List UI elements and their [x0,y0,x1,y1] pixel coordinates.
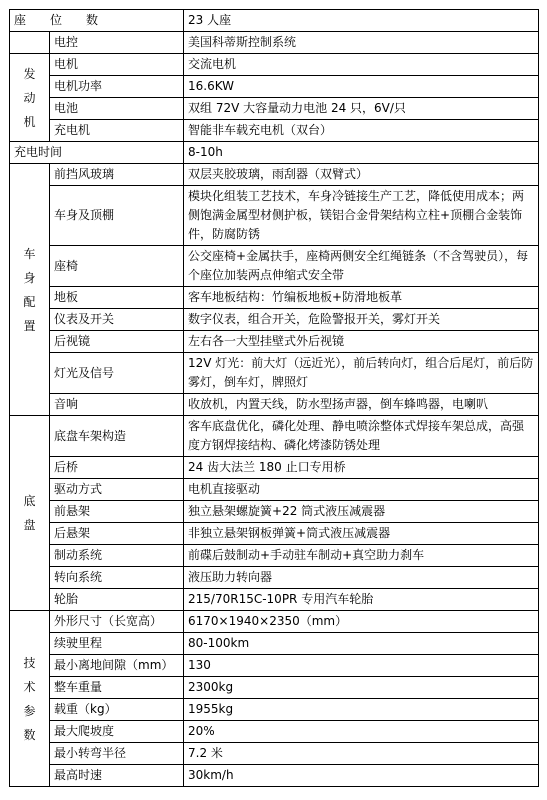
row-chassis-0 [10,416,539,457]
row-label: 后桥 [50,457,184,479]
row-label: 最高时速 [50,765,184,787]
row-value: 电机直接驱动 [184,479,539,501]
row-label: 车身及顶棚 [50,186,184,246]
row-value: 独立悬架螺旋簧+22 筒式液压减震器 [184,501,539,523]
spec-table [9,9,539,787]
row-value: 7.2 米 [184,743,539,765]
row-chassis-1 [10,457,539,479]
group-char: 参 [23,703,36,718]
ecu-label: 电控 [50,32,184,54]
row-label: 前悬架 [50,501,184,523]
group-char: 技 [23,655,36,670]
row-label: 音响 [50,394,184,416]
seats-value: 23 人座 [184,10,539,32]
group-char: 机 [23,114,36,129]
row-ecu [10,32,539,54]
row-label: 驱动方式 [50,479,184,501]
row-label: 仪表及开关 [50,309,184,331]
row-label: 座椅 [50,246,184,287]
row-value: 130 [184,655,539,677]
row-body-7 [10,394,539,416]
row-value: 公交座椅+金属扶手，座椅两侧安全红绳链条（不含驾驶员），每个座位加装两点伸缩式安全带 [184,246,539,287]
row-label: 前挡风玻璃 [50,164,184,186]
row-value: 12V 灯光：前大灯（远近光），前后转向灯，组合后尾灯，前后防雾灯，倒车灯，牌照灯 [184,353,539,394]
row-label: 地板 [50,287,184,309]
group-char: 底 [23,494,36,508]
row-body-4 [10,309,539,331]
row-label: 转向系统 [50,567,184,589]
group-char: 术 [23,679,36,694]
row-engine-3 [10,120,539,142]
row-label: 后视镜 [50,331,184,353]
row-chassis-3 [10,501,539,523]
row-engine-2 [10,98,539,120]
row-value: 2300kg [184,677,539,699]
ecu-value: 美国科蒂斯控制系统 [184,32,539,54]
row-label: 制动系统 [50,545,184,567]
group-char: 数 [23,727,36,742]
row-chassis-5 [10,545,539,567]
row-value: 交流电机 [184,54,539,76]
group-char: 动 [23,90,36,105]
row-body-1 [10,186,539,246]
row-chassis-6 [10,567,539,589]
row-body-5 [10,331,539,353]
row-label: 外形尺寸（长宽高） [50,611,184,633]
group-char: 置 [23,318,36,333]
row-tech-5 [10,721,539,743]
group-char: 身 [23,270,36,285]
charge-time-value: 8-10h [184,142,539,164]
row-value: 24 齿大法兰 180 止口专用桥 [184,457,539,479]
row-label: 最小离地间隙（mm） [50,655,184,677]
group-engine [10,54,50,142]
row-label: 最小转弯半径 [50,743,184,765]
row-value: 80-100km [184,633,539,655]
row-seats [10,10,539,32]
row-value: 收放机，内置天线，防水型扬声器，倒车蜂鸣器，电喇叭 [184,394,539,416]
group-char: 车 [23,246,36,261]
row-body-3 [10,287,539,309]
group-body-config [10,164,50,416]
row-tech-0 [10,611,539,633]
row-value: 前碟后鼓制动+手动驻车制动+真空助力刹车 [184,545,539,567]
row-engine-0 [10,54,539,76]
row-value: 左右各一大型挂壁式外后视镜 [184,331,539,353]
group-chassis [10,416,50,611]
row-tech-3 [10,677,539,699]
row-label: 底盘车架构造 [50,416,184,457]
row-label: 灯光及信号 [50,353,184,394]
row-label: 续驶里程 [50,633,184,655]
row-label: 轮胎 [50,589,184,611]
row-chassis-4 [10,523,539,545]
row-body-0 [10,164,539,186]
row-chassis-7 [10,589,539,611]
row-charge-time [10,142,539,164]
row-value: 液压助力转向器 [184,567,539,589]
empty-cell [10,32,50,54]
row-value: 模块化组装工艺技术，车身冷链接生产工艺，降低使用成本；两侧饱满金属型材侧护板，镁铝合金骨架结构立柱+顶棚合金装饰件，防腐防锈 [184,186,539,246]
row-value: 6170×1940×2350（mm） [184,611,539,633]
row-value: 双组 72V 大容量动力电池 24 只，6V/只 [184,98,539,120]
group-char: 发 [23,66,36,81]
row-value: 智能非车载充电机（双台） [184,120,539,142]
row-value: 非独立悬架钢板弹簧+筒式液压减震器 [184,523,539,545]
row-value: 30km/h [184,765,539,787]
row-body-6 [10,353,539,394]
row-chassis-2 [10,479,539,501]
row-value: 客车底盘优化，磷化处理、静电喷涂整体式焊接车架总成，高强度方钢焊接结构、磷化烤漆防锈处理 [184,416,539,457]
row-value: 双层夹胶玻璃，雨刮器（双臂式） [184,164,539,186]
row-tech-1 [10,633,539,655]
row-label: 电机功率 [50,76,184,98]
group-char: 盘 [23,518,36,532]
row-tech-4 [10,699,539,721]
seats-label: 座 位 数 [10,10,184,32]
row-value: 客车地板结构：竹编板地板+防滑地板革 [184,287,539,309]
row-label: 电池 [50,98,184,120]
row-tech-7 [10,765,539,787]
row-value: 16.6KW [184,76,539,98]
group-tech-params [10,611,50,787]
row-label: 整车重量 [50,677,184,699]
group-char: 配 [23,294,36,309]
row-tech-2 [10,655,539,677]
row-value: 数字仪表，组合开关，危险警报开关，雾灯开关 [184,309,539,331]
row-label: 充电机 [50,120,184,142]
row-engine-1 [10,76,539,98]
row-label: 载重（kg） [50,699,184,721]
row-label: 最大爬坡度 [50,721,184,743]
row-value: 20% [184,721,539,743]
row-tech-6 [10,743,539,765]
row-value: 1955kg [184,699,539,721]
row-label: 后悬架 [50,523,184,545]
row-label: 电机 [50,54,184,76]
row-value: 215/70R15C-10PR 专用汽车轮胎 [184,589,539,611]
row-body-2 [10,246,539,287]
charge-time-label: 充电时间 [10,142,184,164]
